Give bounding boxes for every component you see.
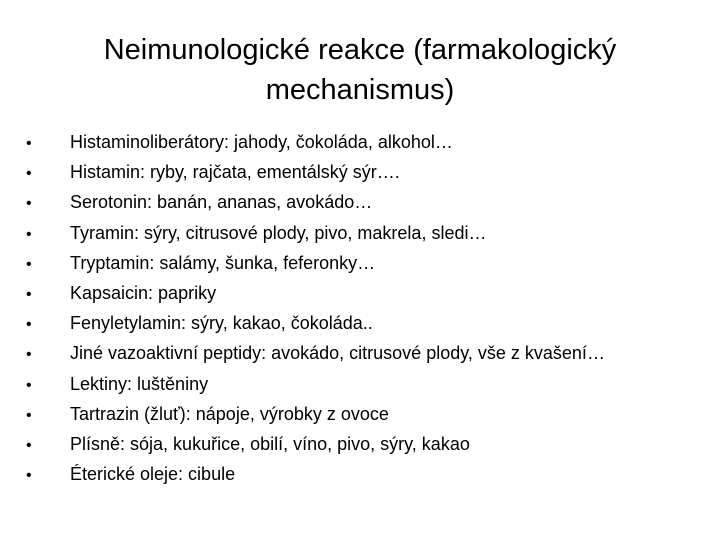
list-item-text: Histaminoliberátory: jahody, čokoláda, alkohol… [70,132,453,152]
list-item [26,400,706,430]
list-item [26,430,706,460]
list-item [26,309,706,339]
bullet-list [26,128,706,490]
list-item [26,188,706,218]
list-item-text: Éterické oleje: cibule [70,464,236,485]
list-item-text: Tartrazin (žluť): nápoje, výrobky z ovoce [70,403,389,424]
bullet-icon: • [26,316,32,334]
bullet-icon: • [26,195,32,213]
list-item [26,219,706,249]
list-item [26,460,706,490]
list-item [26,249,706,279]
bullet-icon: • [26,467,32,485]
bullet-icon: • [26,135,32,152]
list-item-text: Plísně: sója, kukuřice, obilí, víno, pivo, sýry, kakao [70,434,470,455]
bullet-icon: • [26,255,32,273]
bullet-icon: • [26,346,32,364]
list-item-text: Tyramin: sýry, citrusové plody, pivo, makrela, sledi… [70,222,487,243]
slide-title-line-1: Neimunologické reakce (farmakologický [103,34,617,66]
list-item [26,370,706,400]
bullet-icon: • [26,286,32,304]
list-item-text: Serotonin: banán, ananas, avokádo… [70,192,373,213]
list-item-text: Tryptamin: salámy, šunka, feferonky… [70,252,376,273]
list-item-text: Lektiny: luštěniny [70,373,209,394]
bullet-icon: • [26,165,32,183]
list-item-text: Jiné vazoaktivní peptidy: avokádo, citrusové plody, vše z kvašení… [70,343,605,364]
bullet-icon: • [26,437,32,455]
slide-title-line-2: mechanismus) [265,74,455,106]
bullet-icon: • [26,376,32,394]
bullet-icon: • [26,406,32,424]
list-item-text: Kapsaicin: papriky [70,283,217,304]
slide-title [40,30,680,110]
list-item [26,128,706,158]
list-item [26,279,706,309]
list-item-text: Histamin: ryby, rajčata, ementálský sýr…. [70,162,400,183]
list-item [26,339,706,369]
list-item [26,158,706,188]
bullet-icon: • [26,225,32,243]
list-item-text: Fenyletylamin: sýry, kakao, čokoláda.. [70,313,373,334]
